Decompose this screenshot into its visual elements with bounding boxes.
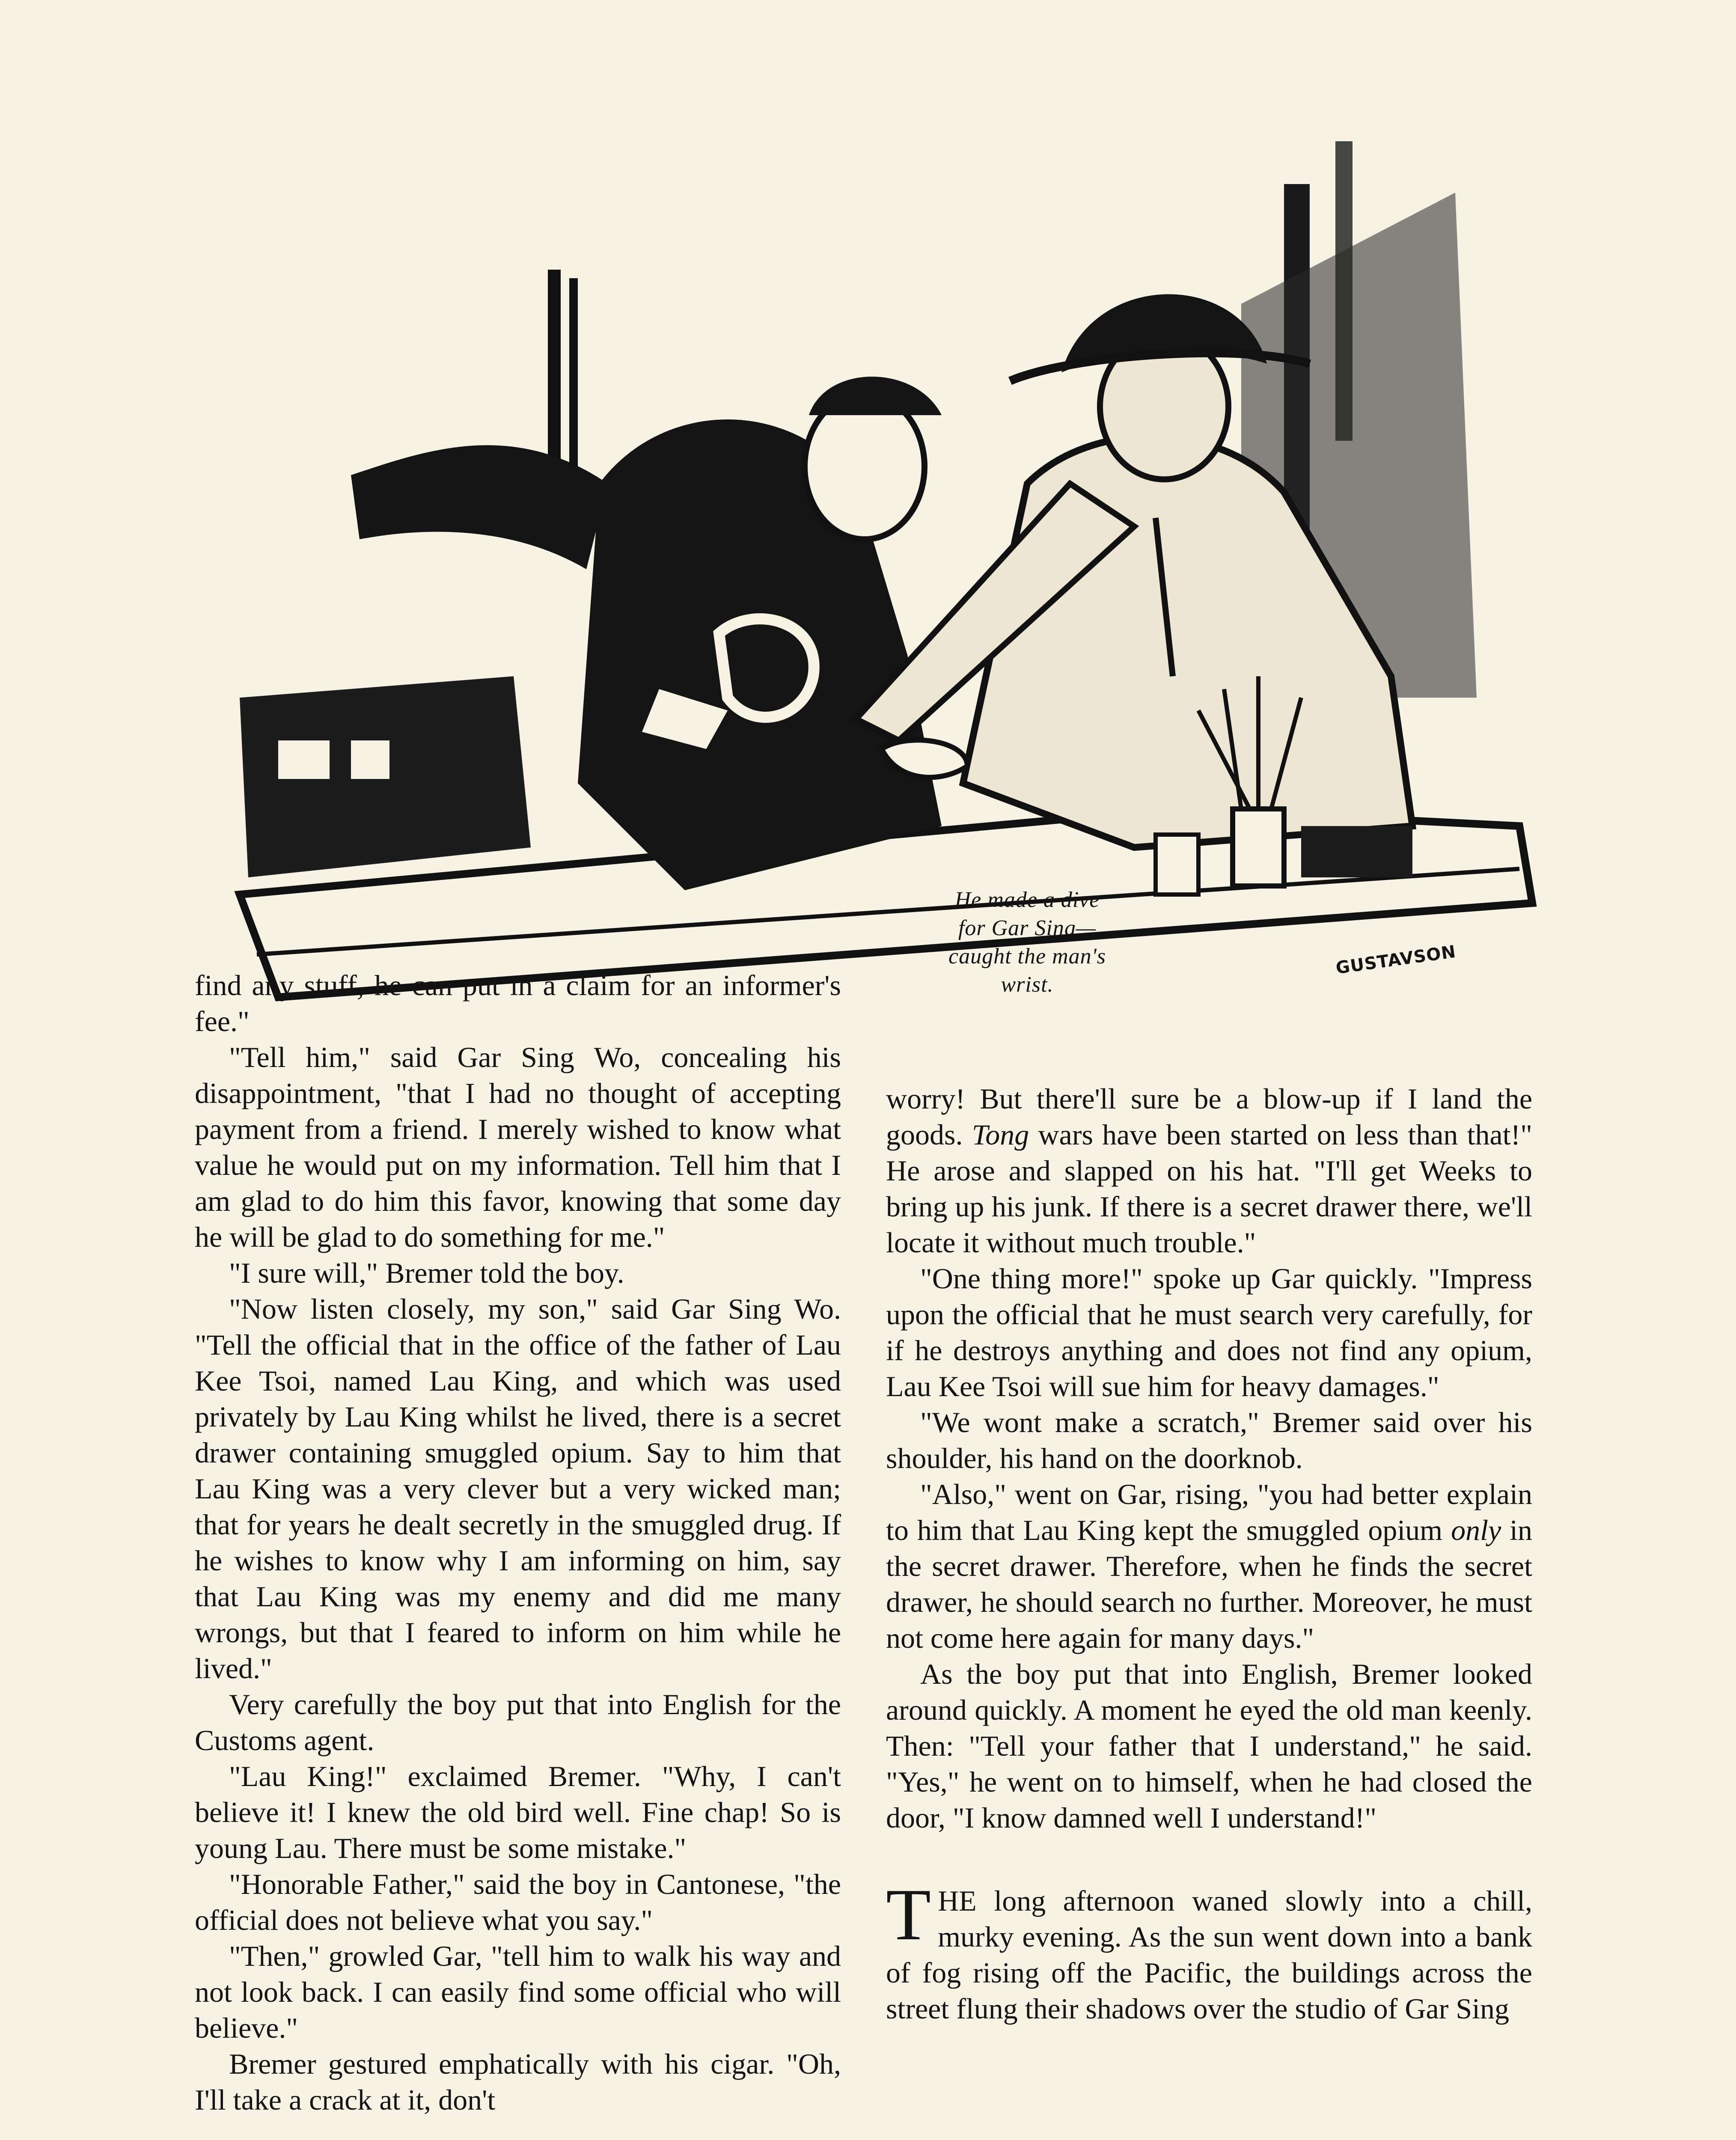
section-paragraph bbox=[886, 1874, 1532, 2027]
scene-illustration-icon bbox=[214, 141, 1541, 1006]
paragraph: Bremer gestured emphatically with his cigar. "Oh, I'll take a crack at it, don't bbox=[195, 2048, 841, 2116]
paragraph: "Lau King!" exclaimed Bremer. "Why, I can't believe it! I knew the old bird well. Fine chap! So is young Lau. There must be some mistake." bbox=[195, 1760, 841, 1864]
paragraph-text: "Also," went on Gar, rising, "you had better explain to him that Lau King kept the smuggled opium bbox=[886, 1478, 1532, 1546]
caption-line: He made a dive bbox=[954, 888, 1100, 912]
paragraph: As the boy put that into English, Bremer looked around quickly. A moment he eyed the old man keenly. Then: "Tell your father that I understand," he said. "Yes," he went on to himself, when he had closed the door, "I know damned well I understand!" bbox=[886, 1658, 1532, 1834]
caption-line: for Gar Sing— bbox=[958, 916, 1097, 940]
paragraph: "One thing more!" spoke up Gar quickly. "Impress upon the official that he must search very carefully, for if he destroys anything and does not find any opium, Lau Kee Tsoi will sue him for heavy damages." bbox=[886, 1262, 1532, 1403]
right-text-column bbox=[886, 1081, 1532, 2027]
paragraph: "Now listen closely, my son," said Gar Sing Wo. "Tell the official that in the office of the father of Lau Kee Tsoi, named Lau King, and which was used privately by Lau King whilst he lived, there is a secret drawer containing smuggled opium. Say to him that Lau King was a very clever but a very wicked man; that for years he dealt secretly in the smuggled drug. If he wishes to know why I am informing on him, say that Lau King was my enemy and did me many wrongs, but that I feared to inform on him while he lived." bbox=[195, 1293, 841, 1685]
paragraph-text: in the secret drawer. Therefore, when he finds the secret drawer, he should search no further. Moreover, he must not come here again for many days." bbox=[886, 1514, 1533, 1654]
paragraph: "We wont make a scratch," Bremer said over his shoulder, his hand on the doorknob. bbox=[886, 1406, 1532, 1474]
caption-line: caught the man's bbox=[948, 944, 1106, 969]
paragraph: "Tell him," said Gar Sing Wo, concealing his disappointment, "that I had no thought of accepting payment from a friend. I merely wished to know what value he would put on my information. Tell him that I am glad to do him this favor, knowing that some day he will be glad to do something for me." bbox=[195, 1041, 841, 1253]
italic-word: Tong bbox=[972, 1118, 1029, 1151]
drop-cap: T bbox=[886, 1874, 931, 1956]
left-text-column bbox=[195, 967, 841, 2118]
paragraph: "Honorable Father," said the boy in Cantonese, "the official does not believe what you say." bbox=[195, 1868, 841, 1936]
paragraph: "Then," growled Gar, "tell him to walk his way and not look back. I can easily find some official who will believe." bbox=[195, 1940, 841, 2044]
paragraph bbox=[886, 1081, 1532, 1260]
paragraph-text: worry! But there'll sure be a blow-up if I land the goods. bbox=[886, 1082, 1532, 1151]
story-illustration bbox=[214, 141, 1541, 1006]
paragraph bbox=[886, 1476, 1532, 1656]
paragraph: find any stuff, he can put in a claim for an informer's fee." bbox=[195, 969, 841, 1037]
caption-line: wrist. bbox=[1001, 972, 1054, 997]
paragraph: Very carefully the boy put that into English for the Customs agent. bbox=[195, 1688, 841, 1757]
paragraph: "I sure will," Bremer told the boy. bbox=[229, 1257, 624, 1289]
illustration-caption bbox=[886, 886, 1168, 999]
paragraph-text: HE long afternoon waned slowly into a chill, murky evening. As the sun went down into a bank of fog rising off the Pacific, the buildings across the street flung their shadows over the studio of Gar Sing bbox=[886, 1884, 1532, 2025]
italic-word: only bbox=[1451, 1514, 1501, 1546]
artist-signature: GUSTAVSON bbox=[1335, 942, 1457, 978]
paragraph-text: wars have been started on less than that!" He arose and slapped on his hat. "I'll get Weeks to bring up his junk. If there is a secret drawer there, we'll locate it without much trouble." bbox=[886, 1118, 1533, 1259]
